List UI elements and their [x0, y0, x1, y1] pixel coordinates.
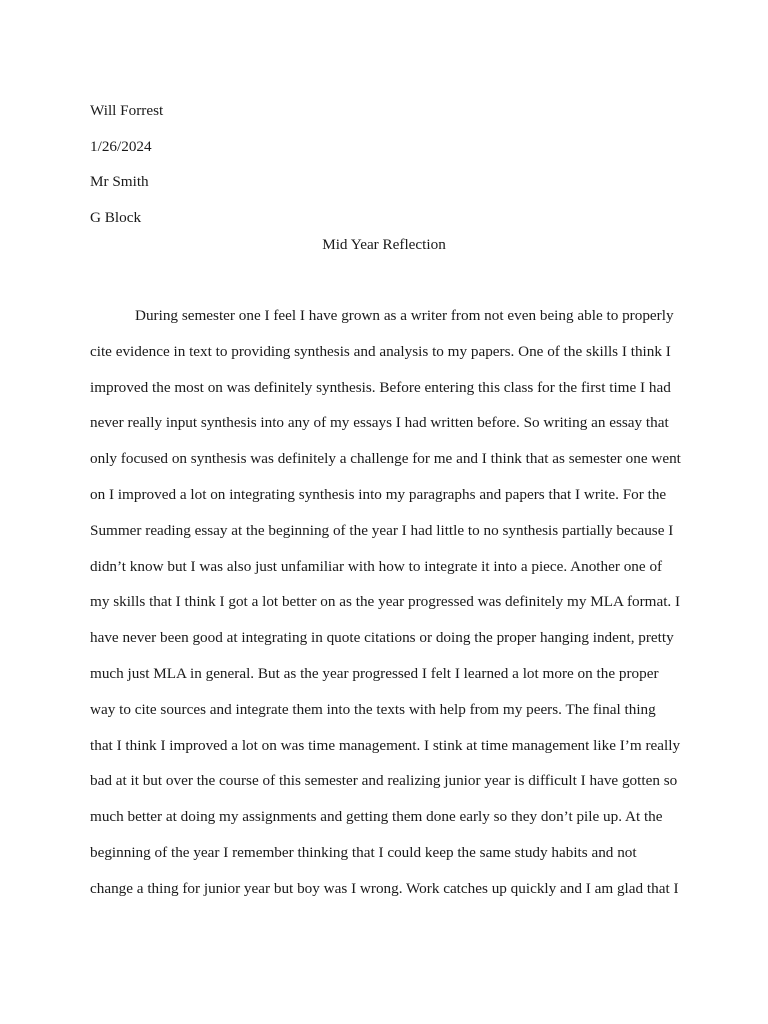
body-line: never really input synthesis into any of my essays I had written before. So writing an essay that — [90, 414, 669, 432]
body-line: change a thing for junior year but boy was I wrong. Work catches up quickly and I am glad that I — [90, 879, 679, 897]
body-line: only focused on synthesis was definitely a challenge for me and I think that as semester one went — [90, 450, 681, 468]
body-line: bad at it but over the course of this semester and realizing junior year is difficult I have gotten so — [90, 772, 678, 790]
body-line: improved the most on was definitely synthesis. Before entering this class for the first time I had — [90, 378, 671, 396]
body-line: that I think I improved a lot on was time management. I stink at time management like I’m really — [90, 736, 681, 754]
body-line: cite evidence in text to providing synthesis and analysis to my papers. One of the skills I think I — [90, 342, 671, 360]
teacher-name: Mr Smith — [90, 173, 149, 190]
body-line: During semester one I feel I have grown as a writer from not even being able to properly — [135, 307, 674, 324]
body-line: have never been good at integrating in quote citations or doing the proper hanging indent, pretty — [90, 629, 674, 647]
mla-heading — [90, 93, 163, 235]
body-line: my skills that I think I got a lot better on as the year progressed was definitely my MLA format. I — [90, 593, 681, 611]
body-line: didn’t know but I was also just unfamiliar with how to integrate it into a piece. Another one of — [90, 557, 663, 575]
body-line: much just MLA in general. But as the year progressed I felt I learned a lot more on the proper — [90, 664, 659, 682]
author-name: Will Forrest — [90, 102, 164, 119]
class-block: G Block — [90, 208, 142, 226]
date: 1/26/2024 — [90, 137, 152, 155]
body-line: beginning of the year I remember thinking that I could keep the same study habits and not — [90, 843, 637, 861]
essay-body — [90, 305, 690, 914]
body-line: on I improved a lot on integrating synthesis into my paragraphs and papers that I write. For the — [90, 485, 667, 503]
body-line: Summer reading essay at the beginning of the year I had little to no synthesis partially because I — [90, 521, 674, 539]
essay-title: Mid Year Reflection — [322, 236, 446, 253]
body-line: way to cite sources and integrate them into the texts with help from my peers. The final thing — [90, 700, 656, 718]
body-line: much better at doing my assignments and getting them done early so they don’t pile up. At the — [90, 808, 663, 826]
